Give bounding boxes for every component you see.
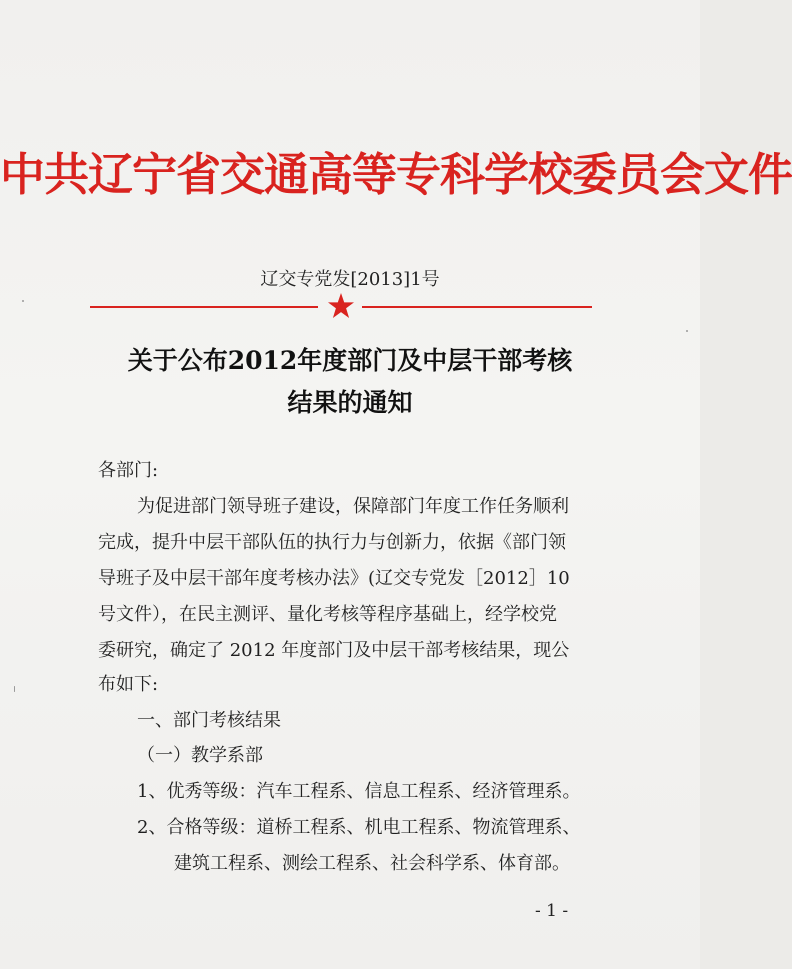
scan-speck bbox=[686, 330, 688, 332]
header-divider-right bbox=[362, 306, 592, 308]
notice-title-line-1: 关于公布2012年度部门及中层干部考核 bbox=[127, 346, 573, 375]
list-item-excellent-grade: 1、优秀等级：汽车工程系、信息工程系、经济管理系。 bbox=[137, 781, 581, 802]
salutation: 各部门: bbox=[98, 460, 159, 481]
paragraph-line-2: 完成，提升中层干部队伍的执行力与创新力，依据《部门领 bbox=[98, 532, 566, 553]
section-heading-department-results: 一、部门考核结果 bbox=[137, 710, 281, 731]
subsection-heading-teaching-departments: （一）教学系部 bbox=[137, 745, 263, 766]
document-header-title: 中共辽宁省交通高等专科学校委员会文件 bbox=[0, 148, 792, 201]
notice-title-line-2: 结果的通知 bbox=[287, 388, 413, 417]
paragraph-line-5: 委研究，确定了 2012 年度部门及中层干部考核结果，现公 bbox=[98, 640, 570, 661]
scan-speck bbox=[14, 686, 15, 692]
red-star-icon bbox=[327, 292, 355, 320]
list-item-qualified-grade: 2、合格等级：道桥工程系、机电工程系、物流管理系、 bbox=[137, 817, 581, 838]
paragraph-line-1: 为促进部门领导班子建设，保障部门年度工作任务顺利 bbox=[137, 496, 569, 517]
scan-speck bbox=[22, 300, 24, 302]
paragraph-line-3: 导班子及中层干部年度考核办法》(辽交专党发［2012］10 bbox=[98, 568, 570, 589]
paragraph-line-6: 布如下: bbox=[98, 674, 159, 695]
header-divider-left bbox=[90, 306, 318, 308]
paragraph-line-4: 号文件），在民主测评、量化考核等程序基础上，经学校党 bbox=[98, 604, 557, 625]
document-number: 辽交专党发[2013]1号 bbox=[260, 269, 440, 290]
page-number: - 1 - bbox=[535, 901, 569, 921]
list-item-qualified-grade-continued: 建筑工程系、测绘工程系、社会科学系、体育部。 bbox=[174, 853, 570, 874]
